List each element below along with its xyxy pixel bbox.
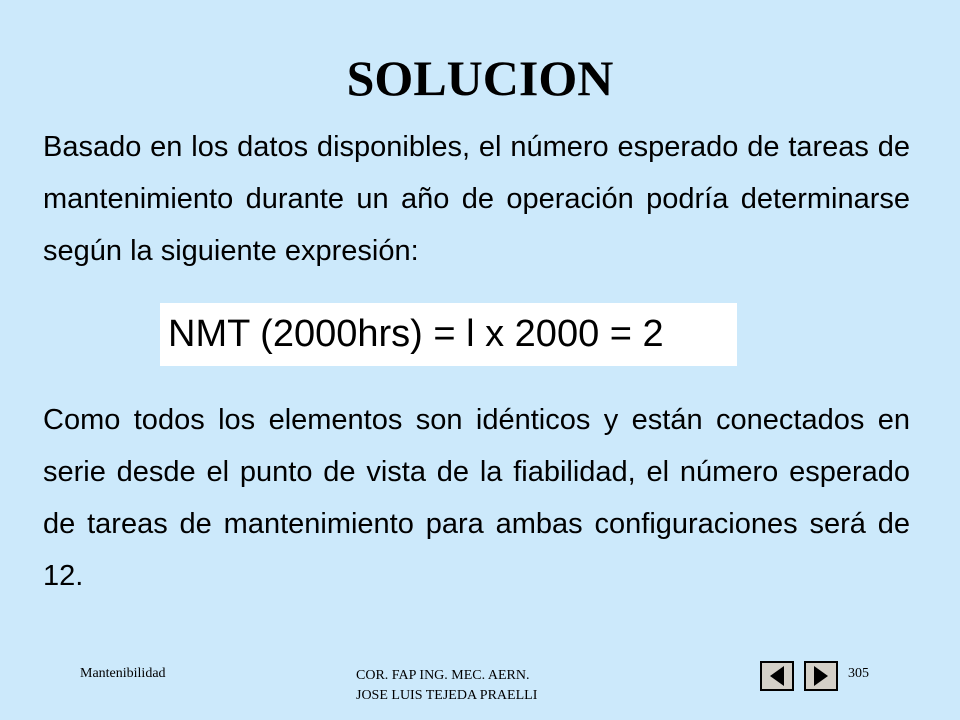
paragraph-intro: Basado en los datos disponibles, el número esperado de tareas de mantenimiento durante un año de operación podría determinarse según la siguiente expresión: [43, 131, 910, 267]
slide-title: SOLUCION [346, 50, 614, 106]
formula-text: NMT (2000hrs) = l x 2000 = 2 [168, 313, 664, 355]
previous-slide-button[interactable] [760, 661, 794, 691]
triangle-right-icon [806, 663, 836, 689]
paragraph-conclusion: Como todos los elementos son idénticos y están conectados en serie desde el punto de vista de la fiabilidad, el número esperado de tareas de mantenimiento para ambas configuraciones será de 12. [43, 404, 910, 592]
footer-author-line2: JOSE LUIS TEJEDA PRAELLI [356, 688, 538, 703]
footer-course: Mantenibilidad [80, 666, 166, 681]
triangle-left-icon [762, 663, 792, 689]
page-number: 305 [848, 666, 869, 681]
next-slide-button[interactable] [804, 661, 838, 691]
formula-box [160, 303, 737, 366]
footer-author-line1: COR. FAP ING. MEC. AERN. [356, 668, 530, 683]
footer-author [356, 666, 616, 706]
